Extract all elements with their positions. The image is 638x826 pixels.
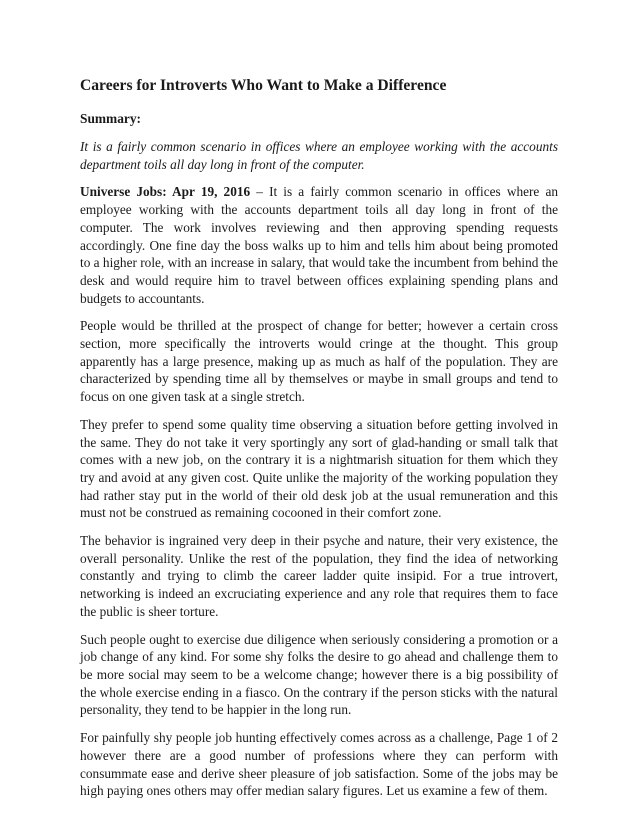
body-paragraph: The behavior is ingrained very deep in their psyche and nature, their very existence, the overall personality. Unlike the rest of the population, they find the idea of networking constantly and trying to climb the career ladder quite insipid. For a true introvert, networking is indeed an excruciating experience and any role that requires them to face the public is sheer torture. <box>80 533 558 619</box>
summary-text: It is a fairly common scenario in offices where an employee working with the accounts department toils all day long in front of the computer. <box>80 139 558 172</box>
intro-dash: – <box>250 184 270 200</box>
intro-paragraph <box>80 183 558 307</box>
document-title: Careers for Introverts Who Want to Make a Difference <box>80 77 447 94</box>
body-paragraph: People would be thrilled at the prospect of change for better; however a certain cross section, more specifically the introverts would cringe at the thought. This group apparently has a large presence, making up as much as half of the population. They are characterized by spending time all by themselves or maybe in small groups and tend to focus on one given task at a single stretch. <box>80 318 558 405</box>
body-paragraph: They prefer to spend some quality time observing a situation before getting involved in the same. They do not take it very sportingly any sort of glad-handing or small talk that comes with a new job, on the contrary it is a nightmarish situation for them which they try and avoid at any given cost. Quite unlike the majority of the working population they had rather stay put in the world of their old desk job at the usual remuneration and this must not be construed as remaining cocooned in their comfort zone. <box>80 416 558 521</box>
body-paragraph: For painfully shy people job hunting effectively comes across as a challenge, Page 1 of 2 however there are a good number of professions where they can perform with consummate ease and derive sheer pleasure of job satisfaction. Some of the jobs may be high paying ones others may offer median salary figures. Let us examine a few of them. <box>80 730 558 799</box>
body-paragraph: Such people ought to exercise due diligence when seriously considering a promotion or a job change of any kind. For some shy folks the desire to go ahead and challenge them to be more social may seem to be a welcome change; however there is a big possibility of the whole exercise ending in a fiasco. On the contrary if the person sticks with the natural personality, they tend to be happier in the long run. <box>80 631 558 718</box>
intro-text: It is a fairly common scenario in offices where an employee working with the accounts department toils all day long in front of the computer. The work involves reviewing and then approving spending requests accordingly. One fine day the boss walks up to him and tells him about being promoted to a higher role, with an increase in salary, that would take the incumbent from behind the desk and would require him to travel between offices explaining spending plans and budgets to accountants. <box>80 184 559 306</box>
intro-lead: Universe Jobs: Apr 19, 2016 <box>80 184 251 200</box>
summary-heading: Summary: <box>80 111 141 126</box>
